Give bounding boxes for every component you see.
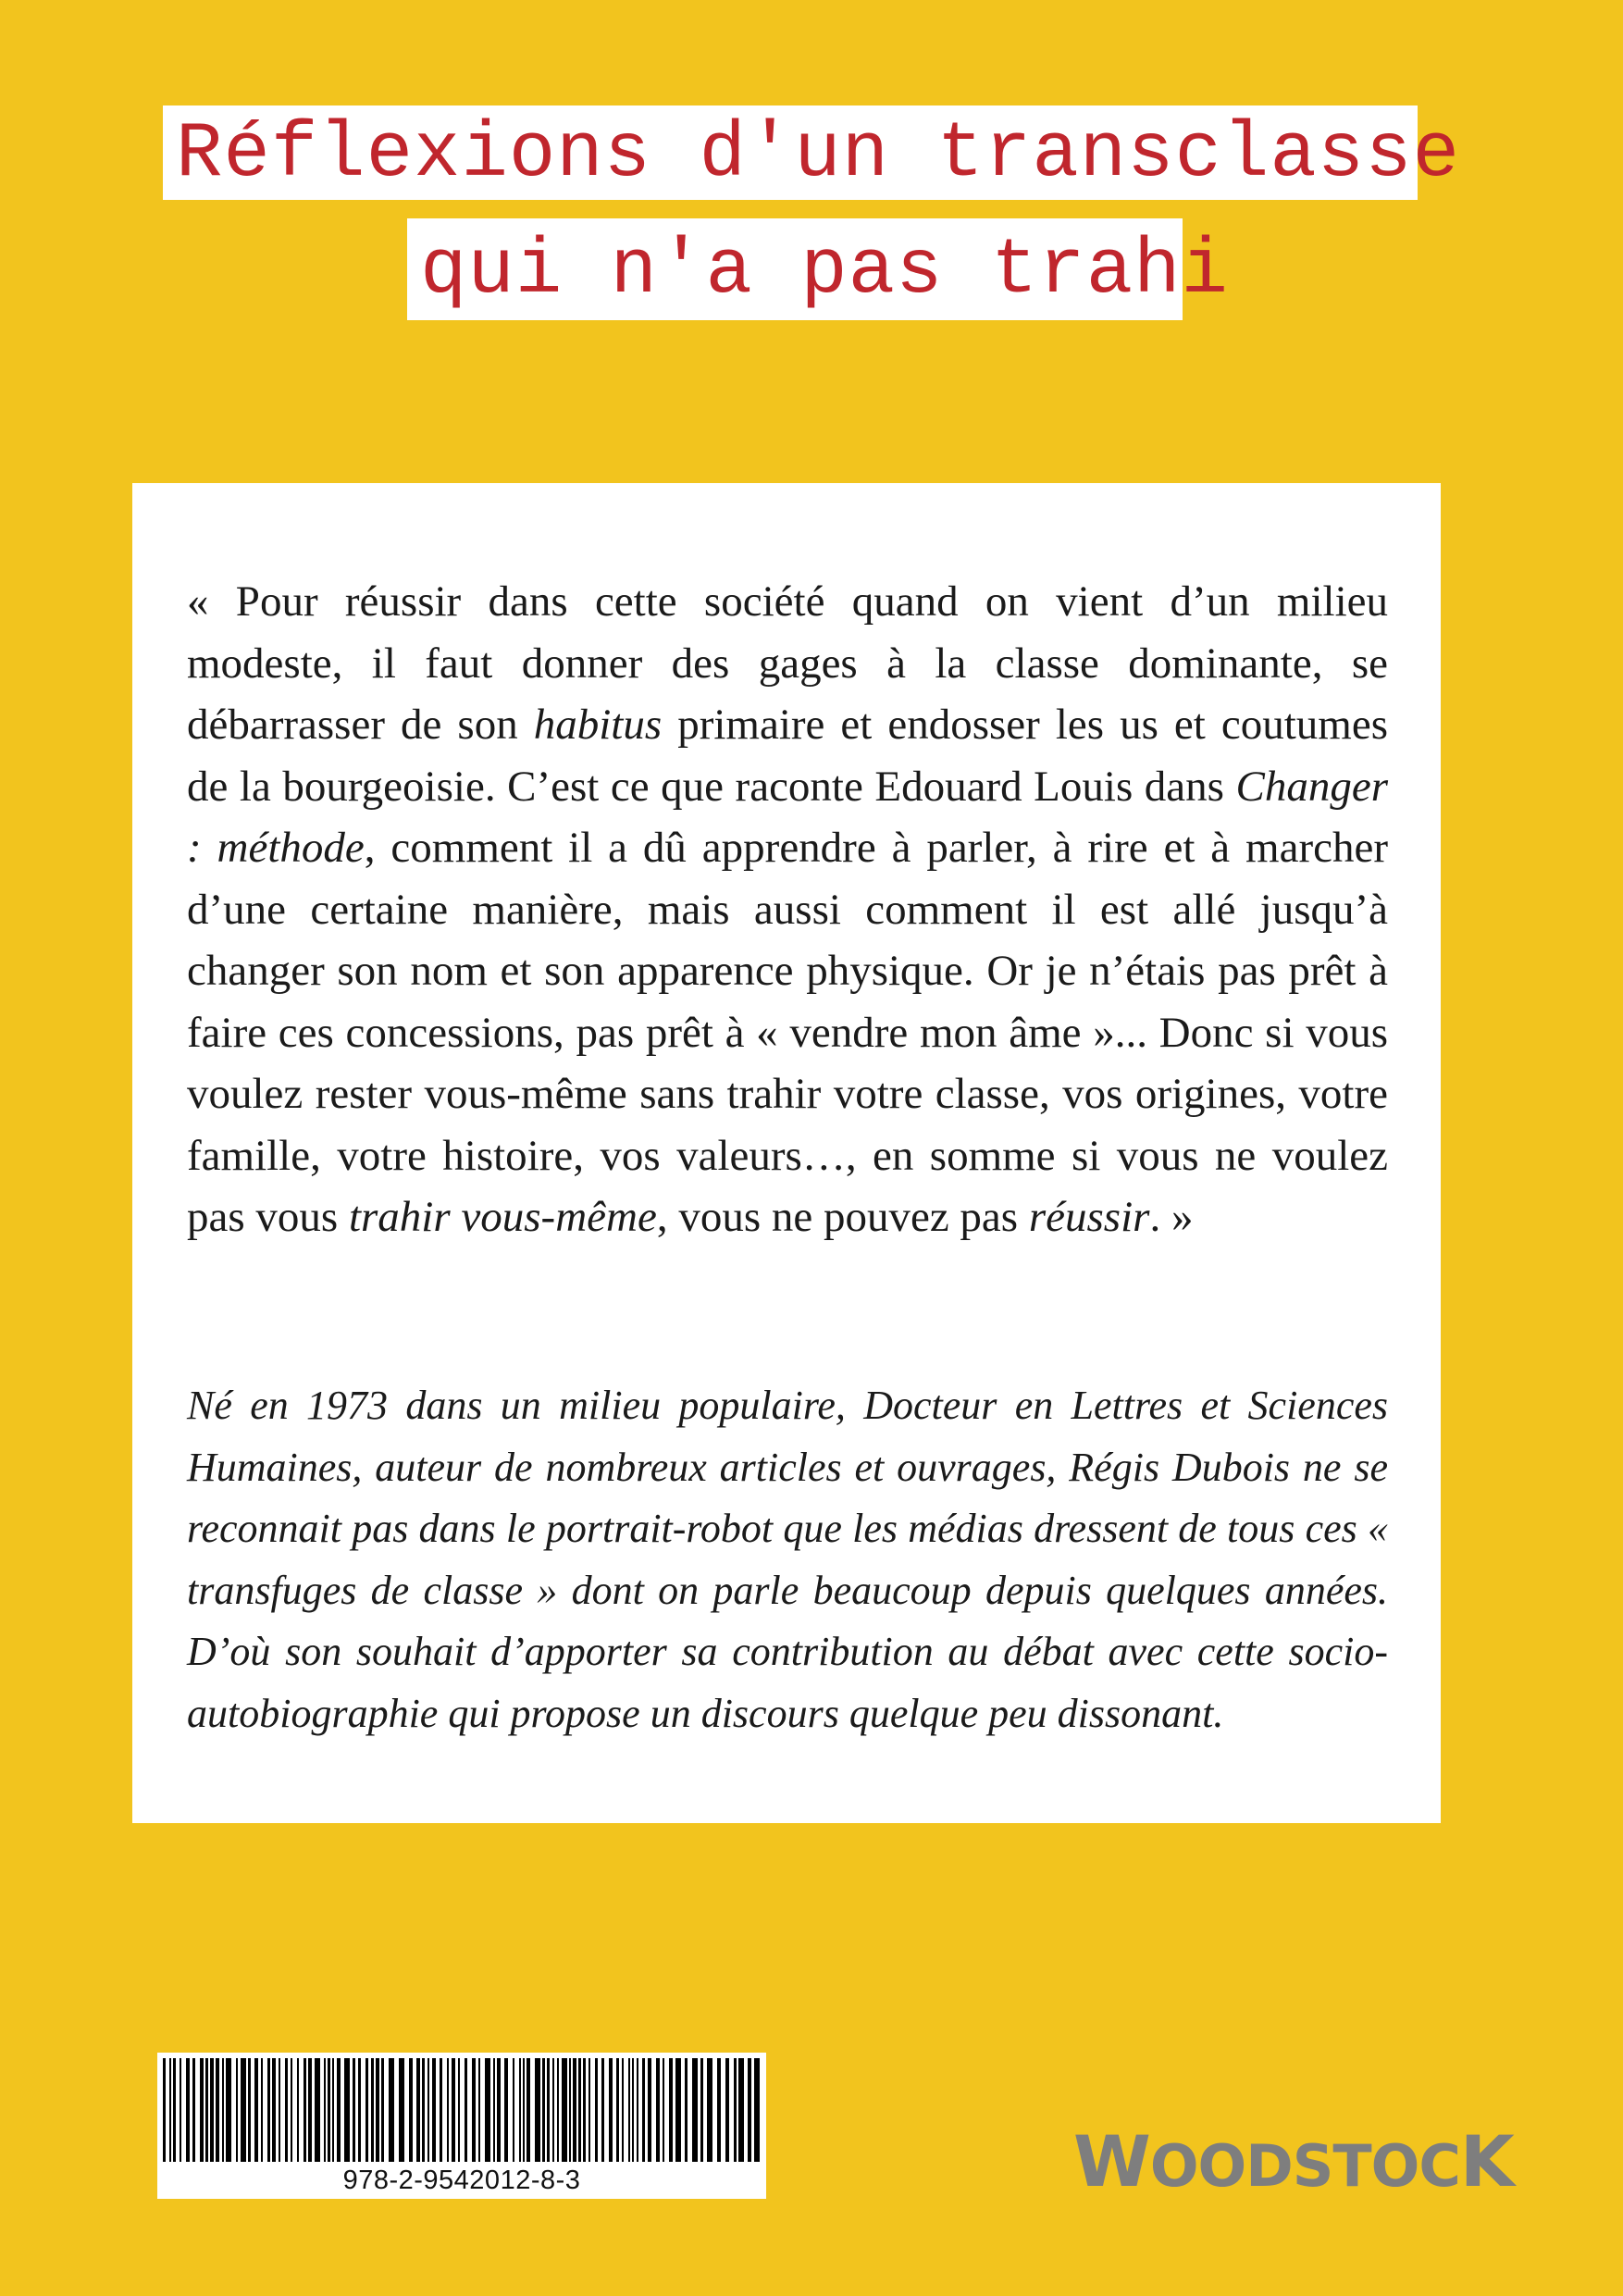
barcode-bar	[371, 2058, 374, 2162]
barcode-bar	[163, 2058, 166, 2162]
barcode-bar	[272, 2058, 276, 2162]
barcode-bar	[707, 2058, 712, 2162]
barcode-bar	[738, 2058, 744, 2162]
barcode-bar	[236, 2058, 238, 2162]
barcode-bar	[304, 2058, 306, 2162]
barcode-bar	[337, 2058, 341, 2162]
barcode-bar	[440, 2058, 442, 2162]
barcode-bar	[535, 2058, 540, 2162]
barcode-bar	[725, 2058, 729, 2162]
barcode-bar	[324, 2058, 326, 2162]
barcode-bar	[497, 2058, 501, 2162]
quote-italic-trahir: trahir vous-même	[348, 1193, 657, 1241]
text-panel	[132, 483, 1441, 1823]
barcode-bar	[542, 2058, 545, 2162]
barcode-bar	[578, 2058, 581, 2162]
barcode-bar	[465, 2058, 467, 2162]
barcode-bar	[519, 2058, 521, 2162]
barcode-bar	[547, 2058, 550, 2162]
barcode-bar	[432, 2058, 436, 2162]
barcode-bar	[332, 2058, 334, 2162]
quote-text: , vous ne pouvez pas	[656, 1193, 1029, 1241]
barcode-bar	[656, 2058, 660, 2162]
barcode-bar	[523, 2058, 525, 2162]
quote-italic-reussir: réussir	[1028, 1193, 1150, 1241]
barcode-bar	[216, 2058, 219, 2162]
barcode-bar	[222, 2058, 224, 2162]
barcode-bar	[447, 2058, 449, 2162]
isbn-number: 978-2-9542012-8-3	[342, 2166, 581, 2195]
barcode-bar	[261, 2058, 263, 2162]
barcode-bar	[210, 2058, 214, 2162]
barcode-bar	[527, 2058, 530, 2162]
barcode-bar	[315, 2058, 320, 2162]
barcode-bar	[254, 2058, 258, 2162]
barcode-bar	[226, 2058, 231, 2162]
barcode-bar	[409, 2058, 413, 2162]
barcode-bar	[472, 2058, 476, 2162]
barcode-bar	[186, 2058, 190, 2162]
barcode-bar	[205, 2058, 208, 2162]
barcode-bar	[297, 2058, 299, 2162]
barcode-bar	[267, 2058, 270, 2162]
barcode-bar	[241, 2058, 246, 2162]
barcode-bar	[609, 2058, 613, 2162]
barcode-bar	[748, 2058, 751, 2162]
barcode-bar	[700, 2058, 703, 2162]
barcode-bar	[637, 2058, 638, 2162]
barcode-bar	[365, 2058, 368, 2162]
barcode-bar	[675, 2058, 681, 2162]
barcode-bar	[622, 2058, 624, 2162]
barcode-bar	[601, 2058, 604, 2162]
barcode-bar	[173, 2058, 176, 2162]
back-cover-quote	[187, 571, 1388, 1248]
barcode-bar	[583, 2058, 586, 2162]
barcode-bar	[692, 2058, 698, 2162]
barcode-bar	[669, 2058, 673, 2162]
barcode-bar	[504, 2058, 508, 2162]
publisher-logo-first-letter: W	[1073, 2120, 1150, 2203]
barcode-bar	[452, 2058, 455, 2162]
barcode-bar	[663, 2058, 664, 2162]
barcode-bar	[573, 2058, 576, 2162]
quote-italic-book-title: Changer : méthode	[187, 762, 1388, 872]
barcode-bar	[569, 2058, 571, 2162]
barcode-bar	[169, 2058, 171, 2162]
barcode-bar	[485, 2058, 490, 2162]
barcode-bar	[552, 2058, 554, 2162]
barcode-bar	[557, 2058, 559, 2162]
barcode-bar	[648, 2058, 651, 2162]
barcode-bar	[642, 2058, 645, 2162]
barcode-bar	[399, 2058, 404, 2162]
author-bio: Né en 1973 dans un milieu populaire, Docteur en Lettres et Sciences Humaines, auteur de nombreux articles et ouvrages, Régis Dubois ne se reconnait pas dans le portrait-robot que les médias dressent de tous ces « transfuges de classe » dont on parle beaucoup depuis quelques années. D’où son souhait d’apporter sa contribution au débat avec cette socio-autobiographie qui propose un discours quelque peu dissonant.	[187, 1383, 1388, 1736]
barcode-bar	[308, 2058, 312, 2162]
publisher-logo-middle: OODSTOC	[1149, 2132, 1460, 2200]
title-line-2: qui n'a pas trahi	[407, 218, 1183, 320]
barcode-bar	[685, 2058, 688, 2162]
barcode-bar	[389, 2058, 394, 2162]
quote-text: primaire et endosser les us et coutumes de la bourgeoisie. C’est ce que raconte Edouard Louis dans	[187, 701, 1388, 811]
barcode-bar	[416, 2058, 420, 2162]
barcode-bar	[328, 2058, 330, 2162]
barcode-bar	[754, 2058, 760, 2162]
barcode-bar	[628, 2058, 630, 2162]
barcode-bar	[717, 2058, 721, 2162]
barcode-bar	[478, 2058, 480, 2162]
barcode-bar	[344, 2058, 350, 2162]
barcode-bar	[632, 2058, 634, 2162]
barcode-bar	[562, 2058, 567, 2162]
barcode-bar	[513, 2058, 514, 2162]
barcode-bar	[200, 2058, 204, 2162]
barcode-bar	[381, 2058, 384, 2162]
quote-text: « Pour réussir dans cette société quand on vient d’un milieu modeste, il faut donner des gages à la classe dominante, se débarrasser de son	[187, 577, 1388, 749]
quote-text: . »	[1149, 1193, 1194, 1241]
quote-text: , comment il a dû apprendre à parler, à rire et à marcher d’une certaine manière, mais aussi comment il est allé jusqu’à changer son nom et son apparence physique. Or je n’étais pas prêt à faire ces concessions, pas prêt à « vendre mon âme »... Donc si vous voulez rester vous-même sans trahir votre classe, vos origines, votre famille, votre histoire, vos valeurs…, en somme si vous ne voulez pas vous	[187, 824, 1388, 1241]
barcode-bar	[279, 2058, 280, 2162]
barcode-bar	[376, 2058, 379, 2162]
barcode-bar	[595, 2058, 598, 2162]
quote-italic-habitus: habitus	[533, 701, 663, 749]
barcode-bar	[353, 2058, 355, 2162]
barcode-bars	[157, 2053, 766, 2166]
barcode-bar	[358, 2058, 361, 2162]
barcode	[157, 2053, 766, 2199]
publisher-logo-last-letter: K	[1459, 2120, 1514, 2203]
barcode-bar	[180, 2058, 181, 2162]
barcode-bar	[422, 2058, 425, 2162]
barcode-bar	[192, 2058, 195, 2162]
barcode-bar	[588, 2058, 590, 2162]
barcode-bar	[291, 2058, 292, 2162]
barcode-bar	[616, 2058, 619, 2162]
barcode-bar	[493, 2058, 495, 2162]
barcode-bar	[734, 2058, 737, 2162]
barcode-bar	[427, 2058, 429, 2162]
barcode-bar	[285, 2058, 288, 2162]
barcode-bar	[248, 2058, 251, 2162]
title-line-1: Réflexions d'un transclasse	[163, 105, 1418, 200]
barcode-bar	[458, 2058, 460, 2162]
publisher-logo	[1073, 2120, 1514, 2203]
